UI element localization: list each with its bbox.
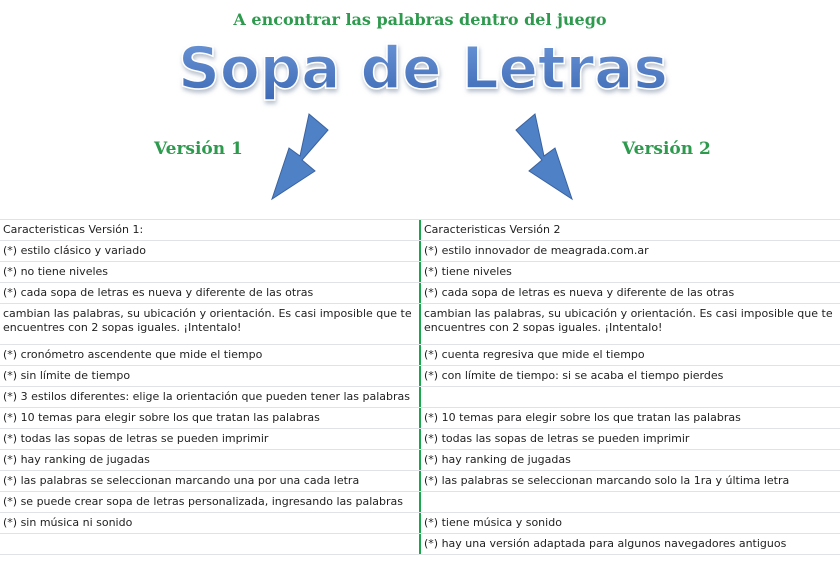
subtitle: A encontrar las palabras dentro del juego xyxy=(233,10,607,29)
table-row xyxy=(0,219,840,241)
version1-cell[interactable]: (*) no tiene niveles xyxy=(3,265,109,278)
table-row xyxy=(0,471,840,492)
version1-cell[interactable]: (*) sin límite de tiempo xyxy=(3,369,131,382)
page-title xyxy=(0,30,840,110)
version2-cell[interactable]: (*) todas las sopas de letras se pueden imprimir xyxy=(419,429,840,449)
version2-cell[interactable]: Caracteristicas Versión 2 xyxy=(419,220,840,240)
version2-cell[interactable]: (*) hay una versión adaptada para algunos navegadores antiguos xyxy=(419,534,840,554)
version2-cell[interactable]: (*) estilo innovador de meagrada.com.ar xyxy=(419,241,840,261)
table-row xyxy=(0,534,840,555)
table-row xyxy=(0,241,840,262)
version1-cell[interactable]: (*) las palabras se seleccionan marcando una por una cada letra xyxy=(3,474,360,487)
version2-label: Versión 2 xyxy=(622,139,711,159)
version2-cell[interactable]: (*) con límite de tiempo: si se acaba el tiempo pierdes xyxy=(419,366,840,386)
table-row xyxy=(0,283,840,304)
table-row xyxy=(0,304,840,345)
table-row xyxy=(0,429,840,450)
version1-cell[interactable] xyxy=(0,534,419,554)
table-row xyxy=(0,513,840,534)
table-row xyxy=(0,450,840,471)
version1-label: Versión 1 xyxy=(154,139,243,159)
table-row xyxy=(0,492,840,513)
version1-cell[interactable]: (*) cronómetro ascendente que mide el tiempo xyxy=(3,348,263,361)
version2-cell[interactable]: (*) tiene niveles xyxy=(419,262,840,282)
version2-cell[interactable]: (*) 10 temas para elegir sobre los que tratan las palabras xyxy=(419,408,840,428)
version1-cell[interactable]: (*) sin música ni sonido xyxy=(3,516,133,529)
version2-cell[interactable] xyxy=(419,387,840,407)
table-row xyxy=(0,262,840,283)
table-row xyxy=(0,408,840,429)
arrow-down-right-icon xyxy=(505,108,585,208)
comparison-table xyxy=(0,219,840,555)
version2-cell[interactable]: (*) hay ranking de jugadas xyxy=(419,450,840,470)
version2-cell[interactable]: (*) cada sopa de letras es nueva y diferente de las otras xyxy=(419,283,840,303)
version1-cell[interactable]: (*) se puede crear sopa de letras personalizada, ingresando las palabras xyxy=(3,495,403,508)
version1-cell[interactable]: Caracteristicas Versión 1: xyxy=(3,223,144,236)
title-text: Sopa de Letras xyxy=(178,34,668,102)
version2-cell[interactable]: cambian las palabras, su ubicación y orientación. Es casi imposible que te encuentres con 2 sopas iguales. ¡Intentalo! xyxy=(419,304,840,344)
version1-cell[interactable]: (*) hay ranking de jugadas xyxy=(3,453,150,466)
version1-cell[interactable]: (*) todas las sopas de letras se pueden imprimir xyxy=(3,432,269,445)
table-row xyxy=(0,387,840,408)
table-row xyxy=(0,345,840,366)
version2-cell[interactable]: (*) tiene música y sonido xyxy=(419,513,840,533)
version1-cell[interactable]: (*) 10 temas para elegir sobre los que tratan las palabras xyxy=(3,411,320,424)
arrow-down-left-icon xyxy=(265,108,345,208)
table-row xyxy=(0,366,840,387)
version2-cell[interactable] xyxy=(419,492,840,512)
version1-cell[interactable]: (*) estilo clásico y variado xyxy=(3,244,146,257)
version1-cell[interactable]: (*) 3 estilos diferentes: elige la orientación que pueden tener las palabras xyxy=(3,390,411,403)
version1-cell[interactable]: cambian las palabras, su ubicación y orientación. Es casi imposible que te encuentres con 2 sopas iguales. ¡Intentalo! xyxy=(3,307,412,334)
version2-cell[interactable]: (*) las palabras se seleccionan marcando solo la 1ra y última letra xyxy=(419,471,840,491)
version2-cell[interactable]: (*) cuenta regresiva que mide el tiempo xyxy=(419,345,840,365)
version1-cell[interactable]: (*) cada sopa de letras es nueva y diferente de las otras xyxy=(3,286,314,299)
